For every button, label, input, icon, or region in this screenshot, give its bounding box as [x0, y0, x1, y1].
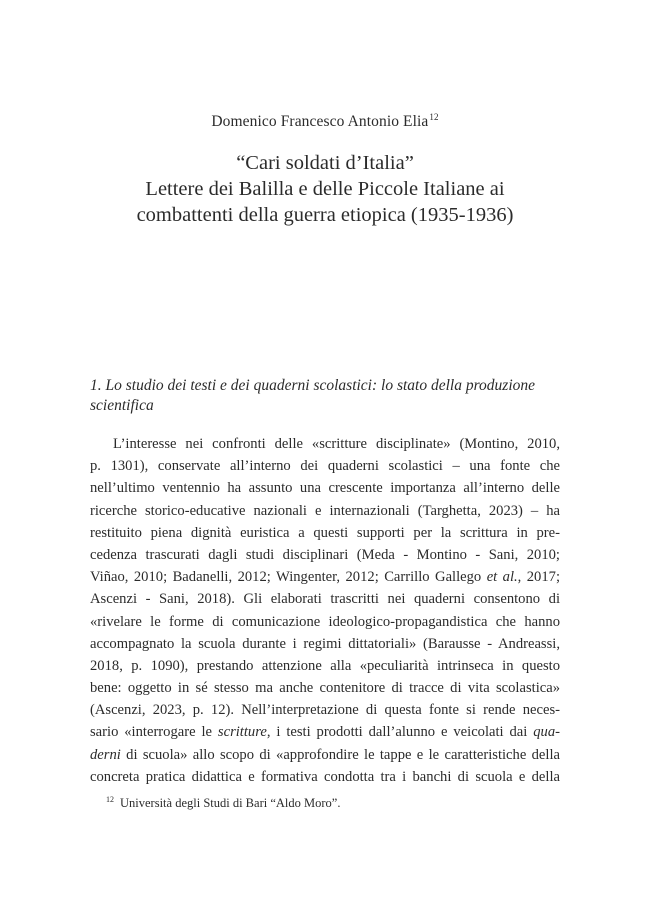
- body-text-run: di scuola» allo scopo di «approfondire le tappe e le caratteristiche della: [126, 746, 560, 763]
- body-text-run: , i testi prodotti dall’alunno e veicolati dai: [266, 724, 528, 741]
- body-line: ricerche storico-educative nazionali e internazionali (Targhetta, 2023) – ha: [90, 502, 560, 519]
- body-line: nell’ultimo ventennio ha assunto una crescente importanza all’interno delle: [90, 480, 560, 497]
- body-line: cedenza trascurati dagli studi disciplinari (Meda - Montino - Sani, 2010;: [90, 546, 560, 563]
- body-paragraph: [90, 433, 560, 788]
- body-italic-run: qua-: [533, 724, 560, 741]
- author-line: [0, 113, 650, 131]
- body-line: «rivelare le forme di comunicazione ideologico-propagandistica che hanno: [90, 613, 560, 630]
- footnote-text: Università degli Studi di Bari “Aldo Moro”.: [120, 796, 341, 810]
- author-footnote-mark[interactable]: 12: [429, 111, 439, 122]
- body-italic-run: scritture: [217, 724, 267, 741]
- body-italic-run: derni: [90, 746, 121, 763]
- body-text-run: , 2017;: [517, 569, 560, 586]
- body-line: (Ascenzi, 2023, p. 12). Nell’interpretazione di questa fonte si rende neces-: [90, 702, 560, 719]
- footnote: [106, 796, 556, 811]
- body-line: [90, 744, 560, 766]
- body-line: [90, 721, 560, 743]
- body-italic-run: et al.: [486, 569, 518, 586]
- section-heading: [90, 376, 560, 416]
- title-line-2: Lettere dei Balilla e delle Piccole Italiane ai: [145, 178, 505, 200]
- author-name: Domenico Francesco Antonio Elia: [211, 113, 429, 130]
- paper-title: [40, 150, 610, 228]
- title-line-3: combattenti della guerra etiopica (1935-1936): [136, 204, 514, 226]
- body-line: concreta pratica didattica e formativa condotta tra i banchi di scuola e della: [90, 768, 560, 785]
- title-line-1: “Cari soldati d’Italia”: [236, 152, 414, 174]
- body-line: L’interesse nei confronti delle «scritture disciplinate» (Montino, 2010,: [113, 436, 560, 452]
- section-heading-line-1: 1. Lo studio dei testi e dei quaderni scolastici: lo stato della produzione: [90, 377, 536, 394]
- body-line: p. 1301), conservate all’interno dei quaderni scolastici – una fonte che: [90, 458, 560, 475]
- body-line: bene: oggetto in sé stesso ma anche contenitore di tracce di vita scolastica»: [90, 680, 560, 697]
- body-line: Ascenzi - Sani, 2018). Gli elaborati trascritti nei quaderni consentono di: [90, 591, 560, 608]
- body-line: 2018, p. 1090), prestando attenzione alla «peculiarità intrinseca in questo: [90, 657, 560, 674]
- body-line: accompagnato la scuola durante i regimi dittatoriali» (Barausse - Andreassi,: [90, 635, 560, 652]
- footnote-mark: 12: [106, 794, 114, 804]
- body-line: restituito piena dignità euristica a questi supporti per la scrittura in pre-: [90, 524, 560, 541]
- body-text-run: Viñao, 2010; Badanelli, 2012; Wingenter, 2012; Carrillo Gallego: [90, 569, 482, 586]
- body-line: [90, 566, 560, 588]
- body-text-run: sario «interrogare le: [90, 724, 212, 741]
- section-heading-line-2: scientifica: [90, 397, 154, 414]
